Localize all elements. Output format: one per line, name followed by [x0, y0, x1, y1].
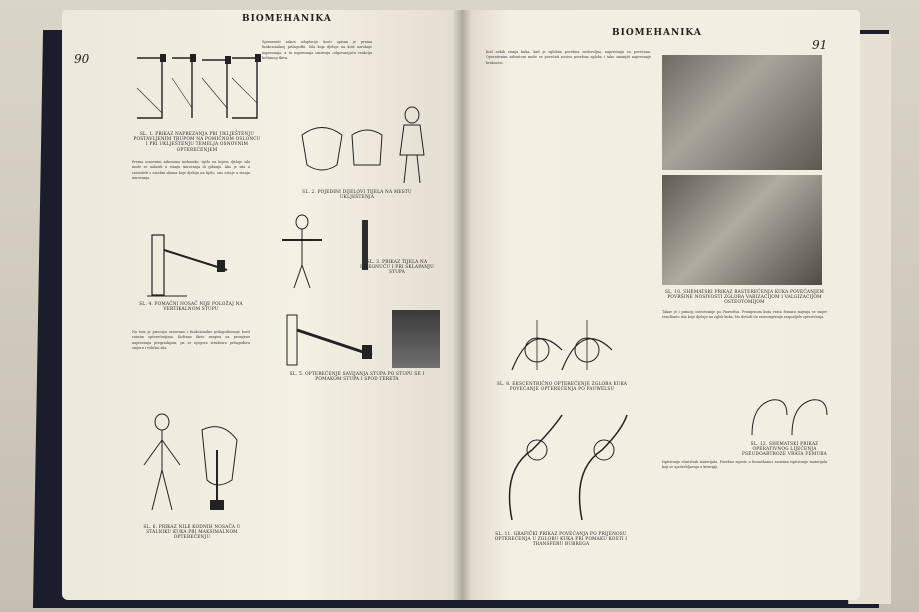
fig3-caption: SL. 3. PRIKAZ TIJELA NA ISTEGNUĆU I PRI SKLAPANJU STUPA [360, 260, 434, 276]
fig2-caption: SL. 2. POJEDINI DIJELOVI TIJELA NA MESTU UKLJEŠTENJA [302, 190, 412, 201]
fig4-caption: SL. 4. POMAČNI NOSAČ NIJE POLOŽAJ NA VERTIKALNOM STUPU [139, 302, 243, 313]
right-page [462, 10, 860, 600]
running-head-left: BIOMEHANIKA [242, 14, 332, 24]
hip-photo-top [662, 55, 822, 170]
hip-photo-bottom [662, 175, 822, 285]
text-column-3: Spomenuti zakon adaptacije kosti opisan je prema funkcionalnoj prilagodbi. Sila koja djeluje na kost uzrokuje naprezanja, a ta naprezanja izazivaju odgovarajuću reakciju koštanog tkiva. [262, 40, 372, 61]
small-femur-figure [742, 390, 832, 440]
fig-bone-caption: SL. 11. GRAFIČKI PRIKAZ POVEĆANJA PO PRIJENOSU OPTEREĆENJA U ZGLOBU KUKA PRI POMAKU KOSTI I TRANSFERU BUBREGA [494, 532, 628, 548]
lever-figure [147, 230, 237, 300]
running-head-right: BIOMEHANIKA [612, 28, 702, 38]
page-number-left: 90 [74, 52, 90, 66]
fig5-caption: SL. 5. OPTEREĆENJE SAVIJANJA STUPA PO STUPU SE I POMAKOM STUPA I SPOD TERETA [289, 372, 425, 383]
book-gutter [452, 10, 472, 600]
fig-hip-caption: SL. 10. SHEMATSKI PRIKAZ RASTEREĆENJA KUKA POVEĆANJEM POVRŠINE NOSIVOSTI ZGLOBA VARIZACIJOM I VALGIZACIJOM OSTEOTOMIJOM [664, 290, 825, 306]
page-number-right: 91 [812, 38, 828, 52]
fig-small-caption: SL. 12. SHEMATSKI PRIKAZ OPERATIVNOG LIJEČENJA PSEUDOARTROZE VRATA FEMURA [742, 442, 827, 458]
femur-figure [492, 410, 632, 530]
left-page [62, 10, 462, 600]
text-column-6: Ispitivanje elastičnih materijala. Posebno mjesto u biomehanici zauzima ispitivanje materijala koji se upotrebljavaju u kirurgiji. [662, 460, 827, 470]
text-column-2: Na tom je principu osnovano i funkcionalno prilagođavanje kosti raznim opterećenjima. Koštano tkivo reagira na promjene naprezanja pregradnjom, pa se njegova struktura prilagođava smjeru i veličini sila. [132, 330, 250, 351]
frame-diagram-figure [132, 48, 262, 128]
fig1-caption: SL. 1. PRIKAZ NAPREZANJA PRI UKLJEŠTENJU POSTAVLJENIM TRUPOM NA POMIČNOM OSLONCU I PRI UKLJEŠTENJU TEMELJA OSNOVNIM OPTEREĆENJEM [133, 132, 261, 153]
skeleton-hip-figure [132, 410, 252, 520]
figure-photo [392, 310, 440, 368]
fig-arc-caption: SL. 8. EKSCENTRIČNO OPTEREĆENJE ZGLOBA KUKA POVEĆANJE OPTEREĆENJA PO PAUWELSU [496, 382, 628, 393]
text-column-4: Kod nekih stanja kuka, kad je zglobna površina nedovoljna, naprezanja su povećana. Operativnim zahvatom može se povećati nosiva površina zgloba i tako smanjiti naprezanje hrskavice. [486, 50, 651, 65]
text-column-5: Takav je i princip osteotomije po Pauwelsu. Promjenom kuta vrata femura mijenja se smjer rezultante sila koje djeluju na zglob kuka, što dovodi do ravnomjernije raspodjele opterećenja. [662, 310, 827, 320]
fig6-caption: SL. 6. PRIKAZ NILE KODNIH NOSAČA U STALNIKU KUKA PRI MAKSIMALNOM OPTEREĆENJU [143, 525, 241, 541]
posture-figure [272, 210, 352, 290]
beam-column-figure [277, 310, 377, 370]
text-column-1: Prema osnovnim zakonima mehanike, tijelo na kojem djeluje sila može se nalaziti u stanju mirovanja ili gibanja. Ako je sila u ravnoteži s ostalim silama koje djeluju na tijelo, ono ostaje u stanju mirovanja. [132, 160, 250, 181]
body-pelvis-figure [272, 105, 442, 185]
joint-arc-figure [502, 310, 622, 380]
